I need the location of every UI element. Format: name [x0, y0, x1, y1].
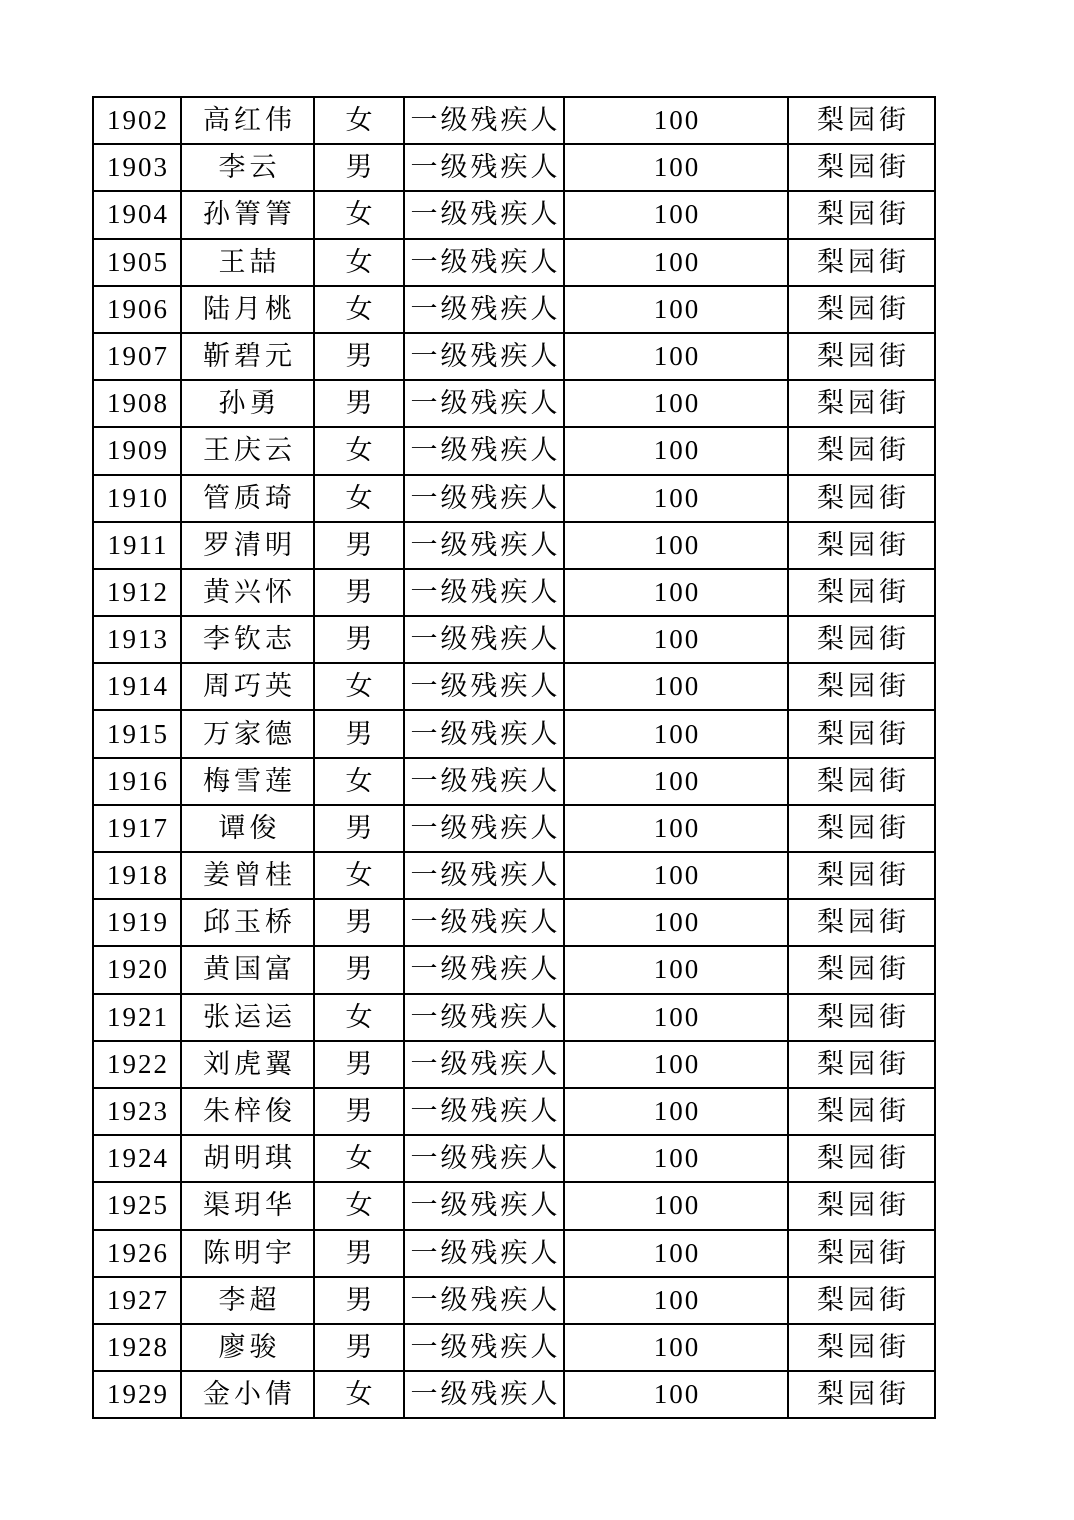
cell-person-name: 高红伟	[181, 97, 314, 144]
cell-person-name: 李超	[181, 1277, 314, 1324]
cell-category: 一级残疾人	[404, 475, 564, 522]
cell-amount: 100	[564, 899, 788, 946]
cell-street: 梨园街	[788, 1230, 935, 1277]
cell-amount: 100	[564, 97, 788, 144]
cell-sequence-number: 1923	[93, 1088, 181, 1135]
table-row	[93, 616, 935, 663]
cell-person-name: 黄兴怀	[181, 569, 314, 616]
cell-gender: 女	[314, 758, 404, 805]
cell-sequence-number: 1925	[93, 1182, 181, 1229]
cell-gender: 女	[314, 427, 404, 474]
table-row	[93, 144, 935, 191]
cell-street: 梨园街	[788, 144, 935, 191]
cell-sequence-number: 1909	[93, 427, 181, 474]
cell-sequence-number: 1908	[93, 380, 181, 427]
table-row	[93, 191, 935, 238]
cell-amount: 100	[564, 1182, 788, 1229]
cell-amount: 100	[564, 522, 788, 569]
cell-person-name: 胡明琪	[181, 1135, 314, 1182]
cell-street: 梨园街	[788, 710, 935, 757]
cell-person-name: 陈明宇	[181, 1230, 314, 1277]
cell-sequence-number: 1929	[93, 1371, 181, 1418]
cell-amount: 100	[564, 1135, 788, 1182]
table-row	[93, 522, 935, 569]
cell-category: 一级残疾人	[404, 191, 564, 238]
cell-sequence-number: 1928	[93, 1324, 181, 1371]
table-row	[93, 710, 935, 757]
table-row	[93, 1041, 935, 1088]
cell-person-name: 朱梓俊	[181, 1088, 314, 1135]
cell-street: 梨园街	[788, 333, 935, 380]
cell-sequence-number: 1918	[93, 852, 181, 899]
cell-category: 一级残疾人	[404, 522, 564, 569]
cell-amount: 100	[564, 710, 788, 757]
cell-category: 一级残疾人	[404, 97, 564, 144]
cell-sequence-number: 1917	[93, 805, 181, 852]
cell-sequence-number: 1926	[93, 1230, 181, 1277]
cell-street: 梨园街	[788, 191, 935, 238]
cell-person-name: 邱玉桥	[181, 899, 314, 946]
cell-person-name: 周巧英	[181, 663, 314, 710]
table-row	[93, 1277, 935, 1324]
table-body	[93, 97, 935, 1418]
cell-gender: 男	[314, 1277, 404, 1324]
table-row	[93, 333, 935, 380]
cell-sequence-number: 1905	[93, 239, 181, 286]
cell-gender: 男	[314, 333, 404, 380]
cell-gender: 女	[314, 1182, 404, 1229]
cell-person-name: 张运运	[181, 994, 314, 1041]
cell-category: 一级残疾人	[404, 1324, 564, 1371]
cell-amount: 100	[564, 333, 788, 380]
table-row	[93, 1135, 935, 1182]
cell-person-name: 管质琦	[181, 475, 314, 522]
cell-category: 一级残疾人	[404, 144, 564, 191]
cell-sequence-number: 1915	[93, 710, 181, 757]
cell-person-name: 孙勇	[181, 380, 314, 427]
cell-street: 梨园街	[788, 899, 935, 946]
cell-category: 一级残疾人	[404, 710, 564, 757]
cell-street: 梨园街	[788, 946, 935, 993]
table-row	[93, 946, 935, 993]
cell-sequence-number: 1904	[93, 191, 181, 238]
cell-street: 梨园街	[788, 239, 935, 286]
cell-sequence-number: 1906	[93, 286, 181, 333]
cell-category: 一级残疾人	[404, 1041, 564, 1088]
cell-category: 一级残疾人	[404, 333, 564, 380]
cell-street: 梨园街	[788, 663, 935, 710]
cell-category: 一级残疾人	[404, 805, 564, 852]
cell-amount: 100	[564, 191, 788, 238]
cell-category: 一级残疾人	[404, 758, 564, 805]
disability-subsidy-table	[92, 96, 936, 1419]
cell-person-name: 孙箐箐	[181, 191, 314, 238]
cell-category: 一级残疾人	[404, 1182, 564, 1229]
cell-street: 梨园街	[788, 758, 935, 805]
cell-sequence-number: 1907	[93, 333, 181, 380]
cell-gender: 男	[314, 569, 404, 616]
cell-amount: 100	[564, 144, 788, 191]
table-row	[93, 805, 935, 852]
cell-amount: 100	[564, 1371, 788, 1418]
cell-person-name: 靳碧元	[181, 333, 314, 380]
cell-person-name: 罗清明	[181, 522, 314, 569]
cell-person-name: 刘虎翼	[181, 1041, 314, 1088]
cell-gender: 男	[314, 380, 404, 427]
cell-amount: 100	[564, 239, 788, 286]
cell-amount: 100	[564, 1041, 788, 1088]
cell-amount: 100	[564, 663, 788, 710]
cell-amount: 100	[564, 758, 788, 805]
cell-gender: 男	[314, 616, 404, 663]
cell-street: 梨园街	[788, 569, 935, 616]
cell-gender: 男	[314, 1041, 404, 1088]
cell-gender: 女	[314, 1371, 404, 1418]
cell-sequence-number: 1911	[93, 522, 181, 569]
table-row	[93, 1182, 935, 1229]
cell-category: 一级残疾人	[404, 946, 564, 993]
cell-sequence-number: 1927	[93, 1277, 181, 1324]
cell-person-name: 梅雪莲	[181, 758, 314, 805]
cell-category: 一级残疾人	[404, 616, 564, 663]
cell-street: 梨园街	[788, 1324, 935, 1371]
cell-amount: 100	[564, 286, 788, 333]
cell-gender: 男	[314, 522, 404, 569]
cell-amount: 100	[564, 852, 788, 899]
cell-gender: 女	[314, 1135, 404, 1182]
cell-gender: 男	[314, 1324, 404, 1371]
cell-gender: 女	[314, 239, 404, 286]
cell-category: 一级残疾人	[404, 1230, 564, 1277]
cell-sequence-number: 1902	[93, 97, 181, 144]
cell-sequence-number: 1914	[93, 663, 181, 710]
cell-gender: 男	[314, 1230, 404, 1277]
cell-gender: 男	[314, 710, 404, 757]
cell-category: 一级残疾人	[404, 1088, 564, 1135]
cell-street: 梨园街	[788, 1371, 935, 1418]
cell-category: 一级残疾人	[404, 380, 564, 427]
cell-sequence-number: 1903	[93, 144, 181, 191]
cell-gender: 男	[314, 144, 404, 191]
cell-gender: 男	[314, 946, 404, 993]
table-row	[93, 97, 935, 144]
cell-gender: 女	[314, 994, 404, 1041]
cell-gender: 男	[314, 899, 404, 946]
cell-sequence-number: 1924	[93, 1135, 181, 1182]
cell-street: 梨园街	[788, 1277, 935, 1324]
cell-person-name: 金小倩	[181, 1371, 314, 1418]
cell-amount: 100	[564, 427, 788, 474]
cell-street: 梨园街	[788, 616, 935, 663]
cell-amount: 100	[564, 1277, 788, 1324]
cell-gender: 女	[314, 286, 404, 333]
cell-amount: 100	[564, 380, 788, 427]
cell-sequence-number: 1920	[93, 946, 181, 993]
table-row	[93, 852, 935, 899]
cell-gender: 女	[314, 852, 404, 899]
cell-street: 梨园街	[788, 427, 935, 474]
cell-amount: 100	[564, 1088, 788, 1135]
cell-sequence-number: 1912	[93, 569, 181, 616]
cell-amount: 100	[564, 994, 788, 1041]
cell-sequence-number: 1910	[93, 475, 181, 522]
table-row	[93, 475, 935, 522]
cell-gender: 男	[314, 805, 404, 852]
cell-street: 梨园街	[788, 1041, 935, 1088]
cell-gender: 女	[314, 663, 404, 710]
cell-street: 梨园街	[788, 380, 935, 427]
cell-person-name: 姜曾桂	[181, 852, 314, 899]
cell-category: 一级残疾人	[404, 239, 564, 286]
cell-amount: 100	[564, 946, 788, 993]
table-row	[93, 380, 935, 427]
table-row	[93, 569, 935, 616]
cell-gender: 女	[314, 97, 404, 144]
table-row	[93, 1371, 935, 1418]
cell-gender: 女	[314, 475, 404, 522]
cell-person-name: 王喆	[181, 239, 314, 286]
cell-sequence-number: 1919	[93, 899, 181, 946]
cell-sequence-number: 1913	[93, 616, 181, 663]
cell-person-name: 谭俊	[181, 805, 314, 852]
cell-category: 一级残疾人	[404, 899, 564, 946]
cell-person-name: 黄国富	[181, 946, 314, 993]
cell-category: 一级残疾人	[404, 1371, 564, 1418]
cell-gender: 男	[314, 1088, 404, 1135]
cell-category: 一级残疾人	[404, 427, 564, 474]
cell-person-name: 李云	[181, 144, 314, 191]
cell-category: 一级残疾人	[404, 852, 564, 899]
cell-category: 一级残疾人	[404, 1277, 564, 1324]
table-row	[93, 899, 935, 946]
cell-category: 一级残疾人	[404, 286, 564, 333]
cell-street: 梨园街	[788, 97, 935, 144]
cell-street: 梨园街	[788, 852, 935, 899]
table-row	[93, 1324, 935, 1371]
cell-amount: 100	[564, 475, 788, 522]
table-row	[93, 663, 935, 710]
cell-amount: 100	[564, 616, 788, 663]
cell-street: 梨园街	[788, 522, 935, 569]
cell-sequence-number: 1921	[93, 994, 181, 1041]
cell-person-name: 李钦志	[181, 616, 314, 663]
cell-sequence-number: 1916	[93, 758, 181, 805]
cell-amount: 100	[564, 1324, 788, 1371]
cell-person-name: 王庆云	[181, 427, 314, 474]
cell-amount: 100	[564, 1230, 788, 1277]
cell-street: 梨园街	[788, 286, 935, 333]
table-row	[93, 758, 935, 805]
cell-person-name: 陆月桃	[181, 286, 314, 333]
table-row	[93, 1088, 935, 1135]
cell-street: 梨园街	[788, 475, 935, 522]
cell-category: 一级残疾人	[404, 1135, 564, 1182]
cell-street: 梨园街	[788, 1182, 935, 1229]
cell-person-name: 万家德	[181, 710, 314, 757]
cell-street: 梨园街	[788, 1088, 935, 1135]
table-row	[93, 239, 935, 286]
cell-street: 梨园街	[788, 805, 935, 852]
cell-amount: 100	[564, 569, 788, 616]
cell-street: 梨园街	[788, 1135, 935, 1182]
cell-person-name: 廖骏	[181, 1324, 314, 1371]
table-row	[93, 286, 935, 333]
table-row	[93, 427, 935, 474]
cell-category: 一级残疾人	[404, 569, 564, 616]
table-row	[93, 994, 935, 1041]
cell-person-name: 渠玥华	[181, 1182, 314, 1229]
cell-amount: 100	[564, 805, 788, 852]
cell-category: 一级残疾人	[404, 663, 564, 710]
table-row	[93, 1230, 935, 1277]
cell-street: 梨园街	[788, 994, 935, 1041]
cell-category: 一级残疾人	[404, 994, 564, 1041]
cell-sequence-number: 1922	[93, 1041, 181, 1088]
cell-gender: 女	[314, 191, 404, 238]
